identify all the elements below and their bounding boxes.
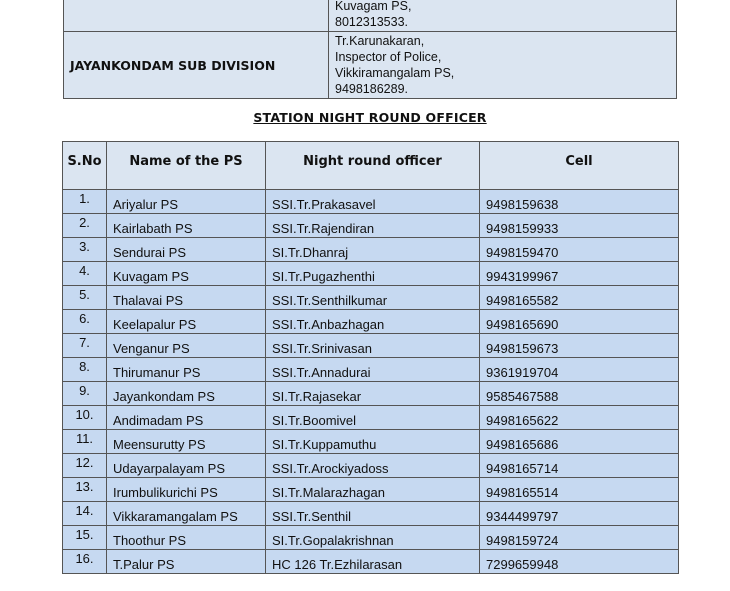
phone-cell: 9344499797 [480,502,679,526]
table-row [63,310,679,334]
sno-cell: 2. [63,214,107,238]
sno-cell: 15. [63,526,107,550]
officer-cell: SI.Tr.Boomivel [266,406,480,430]
phone-cell: 9498159470 [480,238,679,262]
officer-cell: SSI.Tr.Anbazhagan [266,310,480,334]
officer-line: Inspector of Police, [335,50,442,64]
sno-cell: 8. [63,358,107,382]
sub-division-officer [329,0,677,32]
officer-line: Tr.Karunakaran, [335,34,425,48]
officer-cell: SSI.Tr.Arockiyadoss [266,454,480,478]
officer-cell: SI.Tr.Pugazhenthi [266,262,480,286]
officer-cell: SSI.Tr.Prakasavel [266,190,480,214]
header-ps-name: Name of the PS [107,142,266,190]
phone-cell: 7299659948 [480,550,679,574]
phone-cell: 9498159638 [480,190,679,214]
phone-cell: 9943199967 [480,262,679,286]
officer-cell: SI.Tr.Dhanraj [266,238,480,262]
phone-cell: 9498159724 [480,526,679,550]
phone-cell: 9498165714 [480,454,679,478]
header-officer: Night round officer [266,142,480,190]
table-row [63,358,679,382]
phone-cell: 9361919704 [480,358,679,382]
ps-name-cell: Andimadam PS [107,406,266,430]
sno-cell: 1. [63,190,107,214]
sno-cell: 6. [63,310,107,334]
ps-name-cell: Vikkaramangalam PS [107,502,266,526]
table-row [63,334,679,358]
phone-cell: 9498159933 [480,214,679,238]
ps-name-cell: Venganur PS [107,334,266,358]
phone-cell: 9498165514 [480,478,679,502]
phone-cell: 9498165690 [480,310,679,334]
phone-cell: 9585467588 [480,382,679,406]
table-row [63,238,679,262]
officer-cell: SI.Tr.Gopalakrishnan [266,526,480,550]
sub-division-row [64,0,677,32]
officer-line: 9498186289. [335,82,408,96]
sub-division-table [63,0,677,99]
table-row [63,526,679,550]
officer-cell: SSI.Tr.Senthilkumar [266,286,480,310]
table-row [63,382,679,406]
table-row [63,550,679,574]
sno-cell: 10. [63,406,107,430]
officer-line: Vikkiramangalam PS, [335,66,455,80]
officer-cell: SSI.Tr.Srinivasan [266,334,480,358]
sno-cell: 4. [63,262,107,286]
ps-name-cell: Irumbulikurichi PS [107,478,266,502]
sub-division-name [64,0,329,32]
sno-cell: 11. [63,430,107,454]
header-sno: S.No [63,142,107,190]
phone-cell: 9498165686 [480,430,679,454]
ps-name-cell: Thalavai PS [107,286,266,310]
table-row [63,214,679,238]
table-row [63,430,679,454]
ps-name-cell: Thirumanur PS [107,358,266,382]
sub-division-officer [329,32,677,99]
ps-name-cell: Jayankondam PS [107,382,266,406]
ps-name-cell: Thoothur PS [107,526,266,550]
table-row [63,190,679,214]
officer-cell: SI.Tr.Rajasekar [266,382,480,406]
ps-name-cell: Kairlabath PS [107,214,266,238]
phone-cell: 9498165622 [480,406,679,430]
ps-name-cell: Kuvagam PS [107,262,266,286]
ps-name-cell: Ariyalur PS [107,190,266,214]
table-row [63,406,679,430]
sno-cell: 13. [63,478,107,502]
sub-division-row [64,32,677,99]
sno-cell: 16. [63,550,107,574]
officer-cell: HC 126 Tr.Ezhilarasan [266,550,480,574]
sub-division-name: JAYANKONDAM SUB DIVISION [64,32,329,99]
header-cell: Cell [480,142,679,190]
sno-cell: 12. [63,454,107,478]
sno-cell: 14. [63,502,107,526]
officer-cell: SSI.Tr.Rajendiran [266,214,480,238]
ps-name-cell: Meensurutty PS [107,430,266,454]
officer-line: 8012313533. [335,15,408,29]
night-round-table [62,141,679,574]
sno-cell: 9. [63,382,107,406]
sno-cell: 3. [63,238,107,262]
table-row [63,454,679,478]
officer-cell: SI.Tr.Malarazhagan [266,478,480,502]
table-row [63,478,679,502]
ps-name-cell: Udayarpalayam PS [107,454,266,478]
table-row [63,502,679,526]
table-row [63,262,679,286]
section-title: STATION NIGHT ROUND OFFICER [253,110,487,125]
ps-name-cell: Keelapalur PS [107,310,266,334]
table-row [63,286,679,310]
ps-name-cell: T.Palur PS [107,550,266,574]
officer-cell: SSI.Tr.Annadurai [266,358,480,382]
sno-cell: 7. [63,334,107,358]
table-header-row [63,142,679,190]
officer-cell: SSI.Tr.Senthil [266,502,480,526]
ps-name-cell: Sendurai PS [107,238,266,262]
officer-cell: SI.Tr.Kuppamuthu [266,430,480,454]
sno-cell: 5. [63,286,107,310]
phone-cell: 9498159673 [480,334,679,358]
officer-line: Kuvagam PS, [335,0,412,13]
phone-cell: 9498165582 [480,286,679,310]
